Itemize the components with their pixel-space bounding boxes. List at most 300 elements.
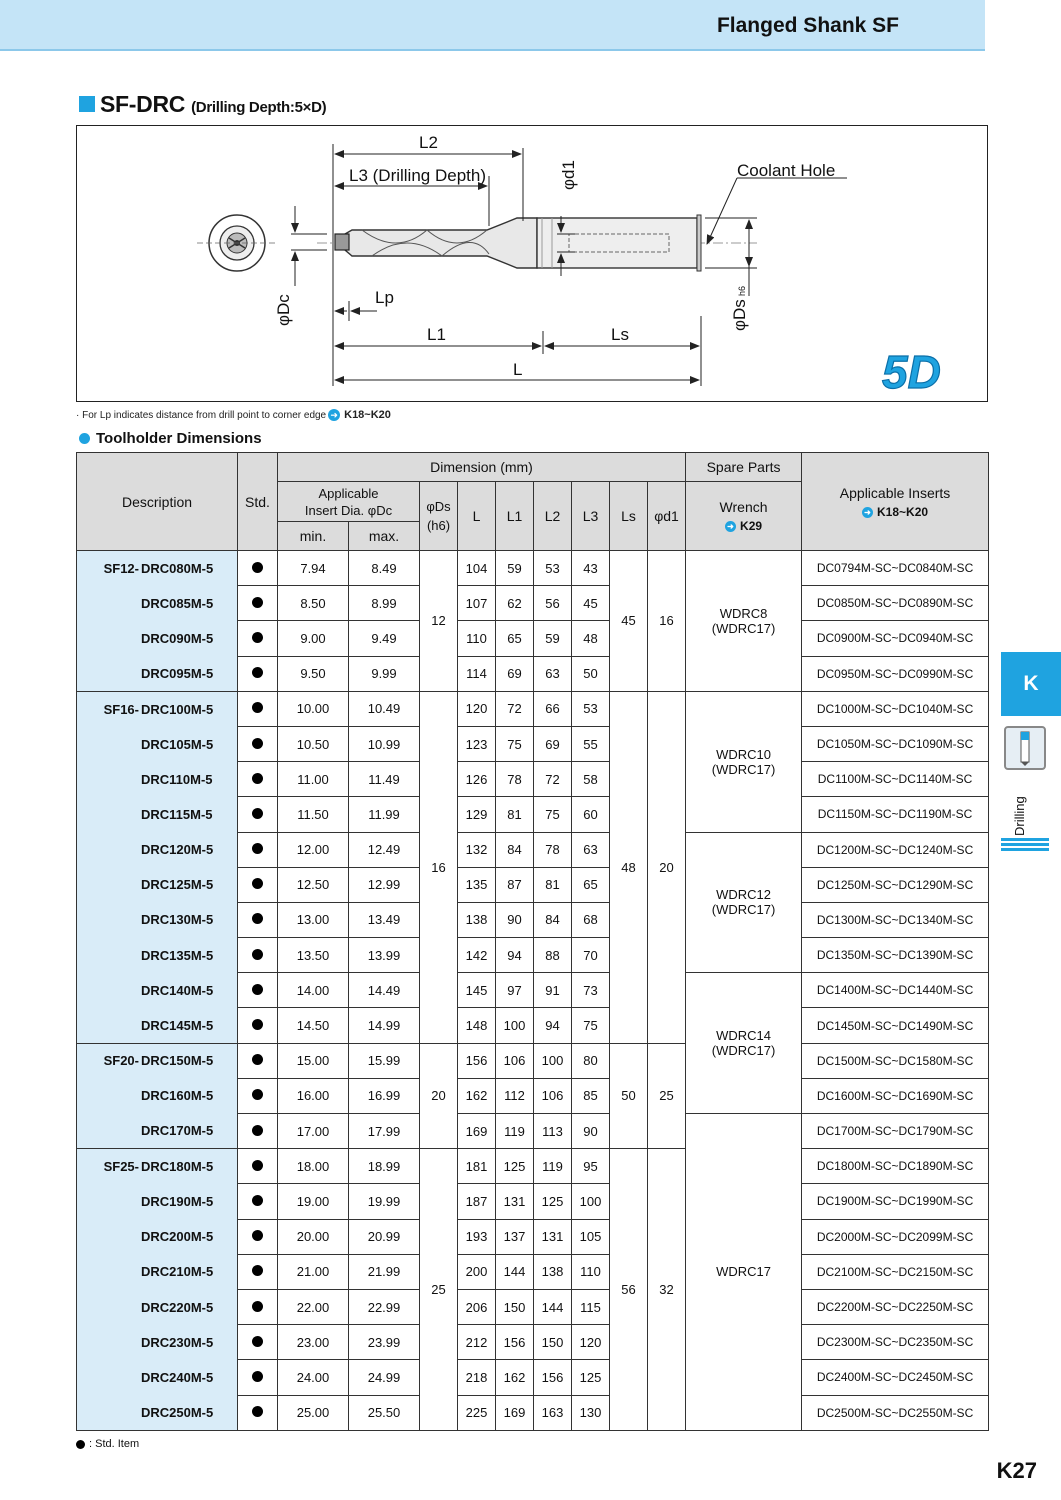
table-row — [77, 1254, 989, 1289]
header-ls: Ls — [610, 482, 648, 551]
l1-cell: 87 — [496, 867, 534, 902]
l-cell: 132 — [458, 832, 496, 867]
holder-group-label: SF25- — [103, 1159, 139, 1175]
min-dia-cell: 17.00 — [278, 1114, 349, 1149]
std-cell — [238, 902, 278, 937]
model-code: DRC250M-5 — [141, 1404, 214, 1420]
wrench-cell — [686, 1114, 802, 1431]
std-cell — [238, 1149, 278, 1184]
bullet-icon — [79, 433, 90, 444]
l-cell: 110 — [458, 621, 496, 656]
table-row — [77, 1008, 989, 1043]
label-d1: φd1 — [559, 160, 578, 190]
wrench-header-ref-text: K29 — [740, 519, 763, 533]
l2-cell: 63 — [534, 656, 572, 691]
std-cell — [238, 656, 278, 691]
l2-cell: 163 — [534, 1395, 572, 1430]
table-row — [77, 1043, 989, 1078]
label-dc: φDc — [274, 294, 293, 326]
min-dia-cell: 12.00 — [278, 832, 349, 867]
min-dia-cell: 24.00 — [278, 1360, 349, 1395]
table-row — [77, 1289, 989, 1324]
min-dia-cell: 14.00 — [278, 973, 349, 1008]
l3-cell: 75 — [572, 1008, 610, 1043]
std-dot-icon — [252, 1195, 263, 1206]
l2-cell: 56 — [534, 586, 572, 621]
l3-cell: 53 — [572, 691, 610, 726]
wrench-part-number: WDRC8 — [719, 605, 768, 621]
wrench-header-label: Wrench — [719, 499, 768, 515]
l3-cell: 85 — [572, 1078, 610, 1113]
l-cell: 120 — [458, 691, 496, 726]
model-code: DRC085M-5 — [141, 595, 214, 611]
ds-cell: 20 — [420, 1043, 458, 1149]
description-cell — [77, 1184, 238, 1219]
applicable-inserts-cell: DC0950M-SC~DC0990M-SC — [802, 656, 989, 691]
description-cell — [77, 867, 238, 902]
std-cell — [238, 586, 278, 621]
l1-cell: 90 — [496, 902, 534, 937]
l3-cell: 80 — [572, 1043, 610, 1078]
std-dot-icon — [252, 913, 263, 924]
l3-cell: 110 — [572, 1254, 610, 1289]
min-dia-cell: 21.00 — [278, 1254, 349, 1289]
table-row — [77, 656, 989, 691]
model-code: DRC115M-5 — [141, 806, 213, 822]
l2-cell: 150 — [534, 1325, 572, 1360]
applicable-inserts-cell: DC1800M-SC~DC1890M-SC — [802, 1149, 989, 1184]
max-dia-cell: 17.99 — [349, 1114, 420, 1149]
std-dot-icon — [252, 1089, 263, 1100]
applicable-inserts-cell: DC2100M-SC~DC2150M-SC — [802, 1254, 989, 1289]
std-cell — [238, 691, 278, 726]
l2-cell: 156 — [534, 1360, 572, 1395]
l2-cell: 69 — [534, 726, 572, 761]
tool-drawing — [77, 126, 987, 401]
std-dot-icon — [252, 773, 263, 784]
header-spare-parts: Spare Parts — [686, 453, 802, 482]
table-row — [77, 621, 989, 656]
section-title — [100, 91, 326, 118]
side-tab-stripes — [1001, 838, 1049, 853]
std-cell — [238, 1078, 278, 1113]
description-cell — [77, 726, 238, 761]
std-dot-icon — [252, 667, 263, 678]
applicable-inserts-cell: DC1500M-SC~DC1580M-SC — [802, 1043, 989, 1078]
l2-cell: 131 — [534, 1219, 572, 1254]
l-cell: 145 — [458, 973, 496, 1008]
wrench-part-number: WDRC12 — [716, 887, 771, 903]
table-row — [77, 762, 989, 797]
l1-cell: 156 — [496, 1325, 534, 1360]
wrench-part-number: WDRC10 — [716, 746, 771, 762]
model-code: DRC090M-5 — [141, 630, 214, 646]
l1-cell: 94 — [496, 938, 534, 973]
max-dia-cell: 25.50 — [349, 1395, 420, 1430]
applicable-inserts-cell: DC1900M-SC~DC1990M-SC — [802, 1184, 989, 1219]
std-dot-icon — [252, 1301, 263, 1312]
min-dia-cell: 25.00 — [278, 1395, 349, 1430]
header-dimension: Dimension (mm) — [278, 453, 686, 482]
l-cell: 200 — [458, 1254, 496, 1289]
l1-cell: 59 — [496, 551, 534, 586]
l-cell: 129 — [458, 797, 496, 832]
l1-cell: 72 — [496, 691, 534, 726]
std-cell — [238, 1184, 278, 1219]
table-body — [77, 551, 989, 1431]
label-ds: φDs — [730, 299, 749, 331]
ls-cell: 48 — [610, 691, 648, 1043]
std-dot-icon — [252, 878, 263, 889]
l3-cell: 73 — [572, 973, 610, 1008]
l3-cell: 70 — [572, 938, 610, 973]
table-row — [77, 1360, 989, 1395]
wrench-cell — [686, 691, 802, 832]
l1-cell: 65 — [496, 621, 534, 656]
description-cell — [77, 656, 238, 691]
header-l1: L1 — [496, 482, 534, 551]
table-row — [77, 973, 989, 1008]
std-cell — [238, 551, 278, 586]
l2-cell: 125 — [534, 1184, 572, 1219]
l1-cell: 97 — [496, 973, 534, 1008]
l-cell: 114 — [458, 656, 496, 691]
applicable-inserts-cell: DC1100M-SC~DC1140M-SC — [802, 762, 989, 797]
side-tab-drilling-label: Drilling — [1012, 796, 1027, 836]
model-code: DRC220M-5 — [141, 1299, 214, 1315]
max-dia-cell: 13.49 — [349, 902, 420, 937]
table-row — [77, 1149, 989, 1184]
l1-cell: 75 — [496, 726, 534, 761]
min-dia-cell: 10.00 — [278, 691, 349, 726]
toolholder-dimensions-title — [79, 430, 262, 447]
max-dia-cell: 8.49 — [349, 551, 420, 586]
l-cell: 148 — [458, 1008, 496, 1043]
max-dia-cell: 21.99 — [349, 1254, 420, 1289]
model-code: DRC080M-5 — [141, 560, 214, 576]
max-dia-cell: 20.99 — [349, 1219, 420, 1254]
std-dot-icon — [252, 738, 263, 749]
model-code: DRC135M-5 — [141, 947, 214, 963]
max-dia-cell: 9.99 — [349, 656, 420, 691]
ds-cell: 25 — [420, 1149, 458, 1431]
applicable-inserts-cell: DC0794M-SC~DC0840M-SC — [802, 551, 989, 586]
applicable-inserts-cell: DC1200M-SC~DC1240M-SC — [802, 832, 989, 867]
table-row — [77, 1078, 989, 1113]
side-tab-k[interactable]: K — [1001, 652, 1061, 716]
inserts-header-label: Applicable Inserts — [839, 484, 951, 501]
description-cell — [77, 902, 238, 937]
page-number: K27 — [996, 1458, 1037, 1483]
min-dia-cell: 11.50 — [278, 797, 349, 832]
l-cell: 126 — [458, 762, 496, 797]
max-dia-cell: 11.99 — [349, 797, 420, 832]
max-dia-cell: 14.99 — [349, 1008, 420, 1043]
l2-cell: 53 — [534, 551, 572, 586]
description-cell — [77, 586, 238, 621]
std-cell — [238, 621, 278, 656]
applicable-inserts-cell: DC1250M-SC~DC1290M-SC — [802, 867, 989, 902]
max-dia-cell: 15.99 — [349, 1043, 420, 1078]
max-dia-cell: 9.49 — [349, 621, 420, 656]
ls-cell: 56 — [610, 1149, 648, 1431]
applicable-inserts-cell: DC1000M-SC~DC1040M-SC — [802, 691, 989, 726]
max-dia-cell: 16.99 — [349, 1078, 420, 1113]
l1-cell: 78 — [496, 762, 534, 797]
applicable-inserts-cell: DC1700M-SC~DC1790M-SC — [802, 1114, 989, 1149]
max-dia-cell: 12.49 — [349, 832, 420, 867]
l1-cell: 69 — [496, 656, 534, 691]
min-dia-cell: 10.50 — [278, 726, 349, 761]
model-code: DRC100M-5 — [141, 701, 214, 717]
l-cell: 138 — [458, 902, 496, 937]
l1-cell: 119 — [496, 1114, 534, 1149]
wrench-alt-part-number: (WDRC17) — [711, 620, 776, 636]
wrench-cell — [686, 832, 802, 973]
l3-cell: 43 — [572, 551, 610, 586]
l-cell: 193 — [458, 1219, 496, 1254]
l-cell: 123 — [458, 726, 496, 761]
inserts-header-ref — [802, 505, 988, 519]
l3-cell: 115 — [572, 1289, 610, 1324]
l1-cell: 162 — [496, 1360, 534, 1395]
tool-diagram — [76, 125, 988, 402]
l2-cell: 144 — [534, 1289, 572, 1324]
model-code: DRC160M-5 — [141, 1088, 214, 1104]
l-cell: 135 — [458, 867, 496, 902]
description-cell — [77, 691, 238, 726]
d1-cell: 32 — [648, 1149, 686, 1431]
l2-cell: 113 — [534, 1114, 572, 1149]
l1-cell: 100 — [496, 1008, 534, 1043]
holder-group-label: SF16- — [103, 701, 139, 717]
std-cell — [238, 832, 278, 867]
l2-cell: 119 — [534, 1149, 572, 1184]
std-dot-icon — [252, 702, 263, 713]
header-wrench — [686, 482, 802, 551]
table-row — [77, 1114, 989, 1149]
l2-cell: 100 — [534, 1043, 572, 1078]
std-cell — [238, 1008, 278, 1043]
applicable-inserts-cell: DC1450M-SC~DC1490M-SC — [802, 1008, 989, 1043]
std-cell — [238, 973, 278, 1008]
header-applicable-inserts — [802, 453, 989, 551]
l3-cell: 60 — [572, 797, 610, 832]
max-dia-cell: 22.99 — [349, 1289, 420, 1324]
std-cell — [238, 1254, 278, 1289]
min-dia-cell: 14.50 — [278, 1008, 349, 1043]
max-dia-cell: 10.49 — [349, 691, 420, 726]
lp-note-ref: K18~K20 — [344, 409, 391, 421]
description-cell — [77, 832, 238, 867]
std-cell — [238, 1219, 278, 1254]
l-cell: 181 — [458, 1149, 496, 1184]
d1-cell: 16 — [648, 551, 686, 692]
l3-cell: 63 — [572, 832, 610, 867]
l3-cell: 130 — [572, 1395, 610, 1430]
toolholder-dimensions-table — [76, 452, 989, 1431]
description-cell — [77, 762, 238, 797]
min-dia-cell: 13.00 — [278, 902, 349, 937]
model-code: DRC120M-5 — [141, 842, 214, 858]
std-dot-icon — [76, 1440, 85, 1449]
section-title-main: SF-DRC — [100, 91, 186, 117]
ds-line2: (h6) — [426, 518, 451, 533]
ls-cell: 50 — [610, 1043, 648, 1149]
header-l2: L2 — [534, 482, 572, 551]
description-cell — [77, 1254, 238, 1289]
header-l: L — [458, 482, 496, 551]
l2-cell: 81 — [534, 867, 572, 902]
table-row — [77, 938, 989, 973]
std-dot-icon — [252, 949, 263, 960]
header-std: Std. — [238, 453, 278, 551]
std-dot-icon — [252, 1125, 263, 1136]
std-dot-icon — [252, 1160, 263, 1171]
l1-cell: 81 — [496, 797, 534, 832]
section-subtitle: (Drilling Depth:5×D) — [191, 99, 327, 116]
min-dia-cell: 15.00 — [278, 1043, 349, 1078]
wrench-header-ref — [686, 519, 801, 533]
label-coolant-hole: Coolant Hole — [737, 161, 836, 180]
std-cell — [238, 1395, 278, 1430]
min-dia-cell: 9.00 — [278, 621, 349, 656]
l2-cell: 66 — [534, 691, 572, 726]
l-cell: 212 — [458, 1325, 496, 1360]
l-cell: 169 — [458, 1114, 496, 1149]
min-dia-cell: 7.94 — [278, 551, 349, 586]
std-cell — [238, 1043, 278, 1078]
description-cell — [77, 797, 238, 832]
min-dia-cell: 23.00 — [278, 1325, 349, 1360]
ds-cell: 12 — [420, 551, 458, 692]
l1-cell: 137 — [496, 1219, 534, 1254]
std-dot-icon — [252, 1230, 263, 1241]
l-cell: 162 — [458, 1078, 496, 1113]
std-cell — [238, 1360, 278, 1395]
std-dot-icon — [252, 597, 263, 608]
model-code: DRC145M-5 — [141, 1017, 214, 1033]
applicable-inserts-cell: DC1350M-SC~DC1390M-SC — [802, 938, 989, 973]
l3-cell: 120 — [572, 1325, 610, 1360]
header-band — [0, 0, 985, 51]
std-dot-icon — [252, 1336, 263, 1347]
l1-cell: 169 — [496, 1395, 534, 1430]
max-dia-cell: 8.99 — [349, 586, 420, 621]
l3-cell: 105 — [572, 1219, 610, 1254]
min-dia-cell: 22.00 — [278, 1289, 349, 1324]
l-cell: 206 — [458, 1289, 496, 1324]
applicable-inserts-cell: DC1600M-SC~DC1690M-SC — [802, 1078, 989, 1113]
holder-group-label: SF12- — [103, 560, 139, 576]
applicable-line1: Applicable — [318, 485, 379, 501]
min-dia-cell: 8.50 — [278, 586, 349, 621]
d1-cell: 20 — [648, 691, 686, 1043]
std-dot-icon — [252, 984, 263, 995]
model-code: DRC230M-5 — [141, 1334, 214, 1350]
min-dia-cell: 11.00 — [278, 762, 349, 797]
min-dia-cell: 13.50 — [278, 938, 349, 973]
std-dot-icon — [252, 843, 263, 854]
arrow-right-icon: ➜ — [862, 507, 873, 518]
model-code: DRC170M-5 — [141, 1123, 214, 1139]
description-cell — [77, 1043, 238, 1078]
ls-cell: 45 — [610, 551, 648, 692]
std-dot-icon — [252, 1019, 263, 1030]
wrench-alt-part-number: (WDRC17) — [711, 761, 776, 777]
std-cell — [238, 797, 278, 832]
min-dia-cell: 18.00 — [278, 1149, 349, 1184]
l2-cell: 78 — [534, 832, 572, 867]
header-min: min. — [278, 522, 349, 551]
std-cell — [238, 867, 278, 902]
dims-title-text: Toolholder Dimensions — [96, 430, 262, 447]
l1-cell: 112 — [496, 1078, 534, 1113]
l3-cell: 48 — [572, 621, 610, 656]
l2-cell: 106 — [534, 1078, 572, 1113]
applicable-inserts-cell: DC1300M-SC~DC1340M-SC — [802, 902, 989, 937]
end-view-icon — [197, 215, 277, 271]
l3-cell: 50 — [572, 656, 610, 691]
header-ds — [420, 482, 458, 551]
header-d1: φd1 — [648, 482, 686, 551]
wrench-alt-part-number: (WDRC17) — [711, 1043, 776, 1059]
header-max: max. — [349, 522, 420, 551]
wrench-cell — [686, 973, 802, 1114]
l3-cell: 55 — [572, 726, 610, 761]
applicable-line2: Insert Dia. φDc — [304, 502, 393, 518]
table-row — [77, 551, 989, 586]
table-row — [77, 1219, 989, 1254]
l2-cell: 84 — [534, 902, 572, 937]
l-cell: 142 — [458, 938, 496, 973]
label-l1: L1 — [427, 325, 446, 344]
header-description: Description — [77, 453, 238, 551]
min-dia-cell: 19.00 — [278, 1184, 349, 1219]
l3-cell: 90 — [572, 1114, 610, 1149]
std-dot-icon — [252, 1054, 263, 1065]
label-ds-tolerance: h6 — [737, 285, 747, 296]
l-cell: 218 — [458, 1360, 496, 1395]
description-cell — [77, 1325, 238, 1360]
l3-cell: 68 — [572, 902, 610, 937]
description-cell — [77, 551, 238, 586]
model-code: DRC210M-5 — [141, 1264, 214, 1280]
label-ls: Ls — [611, 325, 629, 344]
l2-cell: 91 — [534, 973, 572, 1008]
model-code: DRC125M-5 — [141, 877, 214, 893]
max-dia-cell: 19.99 — [349, 1184, 420, 1219]
l2-cell: 138 — [534, 1254, 572, 1289]
model-code: DRC240M-5 — [141, 1369, 214, 1385]
holder-group-label: SF20- — [103, 1053, 139, 1069]
l3-cell: 45 — [572, 586, 610, 621]
std-dot-icon — [252, 562, 263, 573]
std-cell — [238, 1114, 278, 1149]
max-dia-cell: 11.49 — [349, 762, 420, 797]
page-header-title: Flanged Shank SF — [716, 14, 899, 37]
inserts-header-ref-text: K18~K20 — [877, 504, 929, 519]
applicable-inserts-cell: DC1050M-SC~DC1090M-SC — [802, 726, 989, 761]
wrench-part-number: WDRC14 — [716, 1028, 771, 1044]
l3-cell: 125 — [572, 1360, 610, 1395]
ds-line1: φDs — [426, 499, 451, 514]
max-dia-cell: 24.99 — [349, 1360, 420, 1395]
table-row — [77, 902, 989, 937]
l2-cell: 75 — [534, 797, 572, 832]
description-cell — [77, 1149, 238, 1184]
l3-cell: 95 — [572, 1149, 610, 1184]
